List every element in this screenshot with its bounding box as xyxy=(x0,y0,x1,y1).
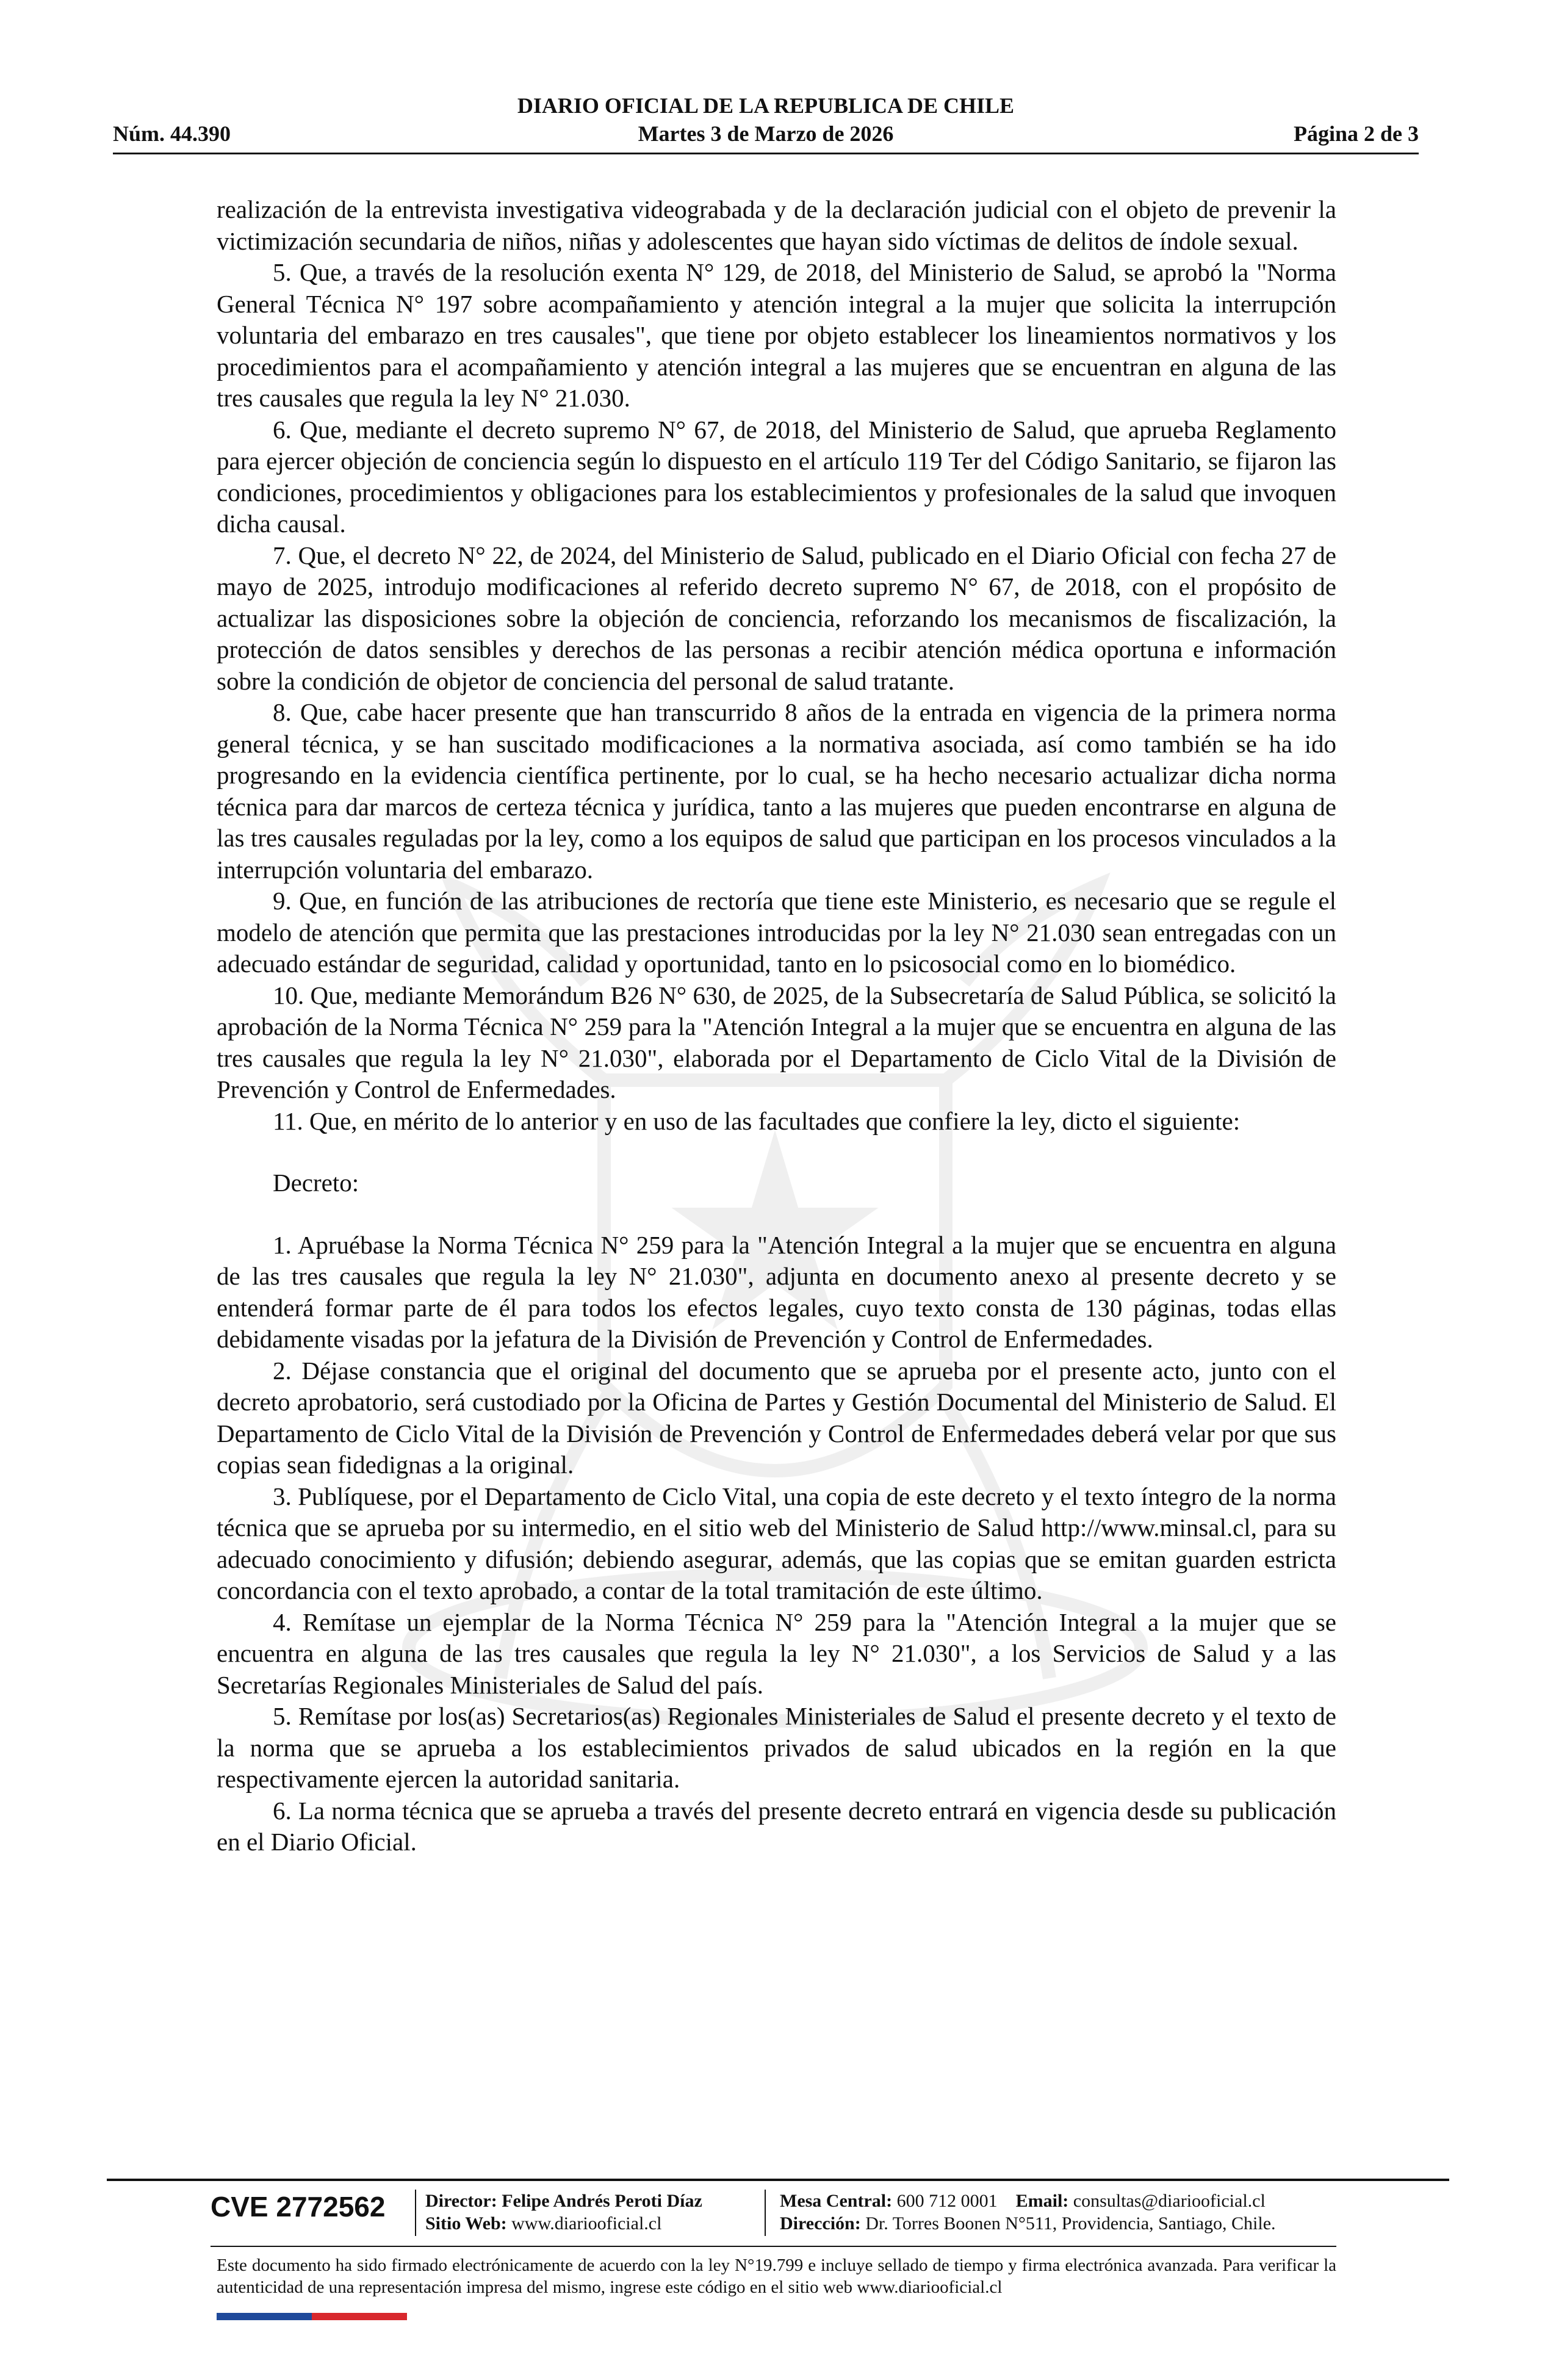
article: 1. Apruébase la Norma Técnica N° 259 para la "Atención Integral a la mujer que se encuentra en alguna de las tres causales que regula la ley N° 21.030", adjunta en documento anexo al presente decreto y se entenderá formar parte de él para todos los efectos legales, cuyo texto consta de 130 páginas, todas ellas debidamente visadas por la jefatura de la División de Prevención y Control de Enfermedades. xyxy=(217,1230,1336,1353)
website-link[interactable]: www.diariooficial.cl xyxy=(511,2213,662,2234)
article: 5. Remítase por los(as) Secretarios(as) Regionales Ministeriales de Salud el presente decreto y el texto de la norma que se aprueba a los establecimientos privados de salud ubicados en la región en la que respectivamente ejercen la autoridad sanitaria. xyxy=(217,1702,1336,1793)
paragraph: realización de la entrevista investigativa videograbada y de la declaración judicial con el objeto de prevenir la victimización secundaria de niños, niñas y adolescentes que hayan sido víctimas de delitos de índole sexual. xyxy=(217,195,1336,255)
decree-heading: Decreto: xyxy=(273,1169,359,1197)
paragraph: 11. Que, en mérito de lo anterior y en uso de las facultades que confiere la ley, dicto el siguiente: xyxy=(273,1106,1241,1135)
article: 4. Remítase un ejemplar de la Norma Técnica N° 259 para la "Atención Integral a la mujer que se encuentra en alguna de las tres causales que regula la ley N° 21.030", a los Servicios de Salud y a las Secretarías Regionales Ministeriales de Salud del país. xyxy=(217,1607,1336,1699)
paragraph: 7. Que, el decreto N° 22, de 2024, del Ministerio de Salud, publicado en el Diario Oficial con fecha 27 de mayo de 2025, introdujo modificaciones al referido decreto supremo N° 67, de 2018, con el propósito de actualizar las disposiciones sobre la objeción de conciencia, reforzando los mecanismos de fiscalización, la protección de datos sensibles y derechos de las personas a recibir atención médica oportuna e información sobre la condición de objetor de conciencia del personal de salud tratante. xyxy=(217,541,1336,695)
document-body xyxy=(217,194,1336,1858)
article: 3. Publíquese, por el Departamento de Ciclo Vital, una copia de este decreto y el texto íntegro de la norma técnica que se aprueba por su intermedio, en el sitio web del Ministerio de Salud http://www.minsal.cl, para su adecuado conocimiento y difusión; debiendo asegurar, además, que las copias que se emitan guarden estricta concordancia con el texto aprobado, a contar de la total tramitación de este último. xyxy=(217,1482,1336,1604)
footer-separator xyxy=(765,2190,766,2236)
email-label: Email: xyxy=(1015,2191,1069,2211)
paragraph: 5. Que, a través de la resolución exenta N° 129, de 2018, del Ministerio de Salud, se aprobó la "Norma General Técnica N° 197 sobre acompañamiento y atención integral a la mujer que solicita la interrupción voluntaria del embarazo en tres causales", que tiene por objeto establecer los lineamientos normativos y los procedimientos para el acompañamiento y atención integral a las mujeres que se encuentran en alguna de las tres causales que regula la ley N° 21.030. xyxy=(217,258,1336,412)
publication-title: DIARIO OFICIAL DE LA REPUBLICA DE CHILE xyxy=(517,93,1015,118)
website-label: Sitio Web: xyxy=(425,2213,507,2234)
issue-number: Núm. 44.390 xyxy=(113,121,231,146)
paragraph: 6. Que, mediante el decreto supremo N° 67, de 2018, del Ministerio de Salud, que aprueba Reglamento para ejercer objeción de conciencia según lo dispuesto en el artículo 119 Ter del Código Sanitario, se fijaron las condiciones, procedimientos y obligaciones para los establecimientos y profesionales de la salud que invoquen dicha causal. xyxy=(217,415,1336,538)
article: 6. La norma técnica que se aprueba a través del presente decreto entrará en vigencia desde su publicación en el Diario Oficial. xyxy=(217,1796,1336,1856)
header-divider xyxy=(113,153,1419,154)
page-number: Página 2 de 3 xyxy=(1293,121,1419,146)
paragraph: 9. Que, en función de las atribuciones de rectoría que tiene este Ministerio, es necesario que se regule el modelo de atención que permita que las prestaciones introducidas por la ley N° 21.030 sean entregadas con un adecuado estándar de seguridad, calidad y oportunidad, tanto en lo psicosocial como en lo biomédico. xyxy=(217,887,1336,978)
footer-contact-column xyxy=(780,2190,1276,2235)
cve-code: CVE 2772562 xyxy=(211,2191,386,2223)
address-value: Dr. Torres Boonen N°511, Providencia, Santiago, Chile. xyxy=(865,2213,1276,2234)
footer-director-column xyxy=(425,2190,702,2235)
footer-divider xyxy=(107,2179,1449,2181)
phone-label: Mesa Central: xyxy=(780,2191,893,2211)
footer-divider xyxy=(211,2246,1336,2247)
phone-number: 600 712 0001 xyxy=(896,2191,998,2211)
legal-notice: Este documento ha sido firmado electrónicamente de acuerdo con la ley N°19.799 e incluye sellado de tiempo y firma electrónica avanzada. Para verificar la autenticidad de una representación impresa del mismo, ingrese este código en el sitio web www.diariooficial.cl xyxy=(217,2256,1336,2297)
publication-date: Martes 3 de Marzo de 2026 xyxy=(638,121,894,146)
flag-blue-stripe xyxy=(217,2313,312,2320)
page-header xyxy=(113,92,1419,153)
footer-separator xyxy=(415,2190,416,2236)
address-label: Dirección: xyxy=(780,2213,861,2234)
flag-red-stripe xyxy=(312,2313,407,2320)
flag-stripe xyxy=(217,2313,407,2320)
email-link[interactable]: consultas@diariooficial.cl xyxy=(1073,2191,1266,2211)
paragraph: 8. Que, cabe hacer presente que han transcurrido 8 años de la entrada en vigencia de la primera norma general técnica, y se han suscitado modificaciones a la normativa asociada, así como también se ha ido progresando en la evidencia científica pertinente, por lo cual, se ha hecho necesario actualizar dicha norma técnica para dar marcos de certeza técnica y jurídica, tanto a las mujeres que pueden encontrarse en alguna de las tres causales reguladas por la ley, como a los equipos de salud que participan en los procesos vinculados a la interrupción voluntaria del embarazo. xyxy=(217,698,1336,884)
director-label: Director: xyxy=(425,2191,497,2211)
director-name: Felipe Andrés Peroti Díaz xyxy=(502,2191,702,2211)
article: 2. Déjase constancia que el original del documento que se aprueba por el presente acto, junto con el decreto aprobatorio, será custodiado por la Oficina de Partes y Gestión Documental del Ministerio de Salud. El Departamento de Ciclo Vital de la División de Prevención y Control de Enfermedades deberá velar por que sus copias sean fidedignas a la original. xyxy=(217,1356,1336,1479)
paragraph: 10. Que, mediante Memorándum B26 N° 630, de 2025, de la Subsecretaría de Salud Pública, se solicitó la aprobación de la Norma Técnica N° 259 para la "Atención Integral a la mujer que se encuentra en alguna de las tres causales que regula la ley N° 21.030", elaborada por el Departamento de Ciclo Vital de la División de Prevención y Control de Enfermedades. xyxy=(217,981,1336,1103)
